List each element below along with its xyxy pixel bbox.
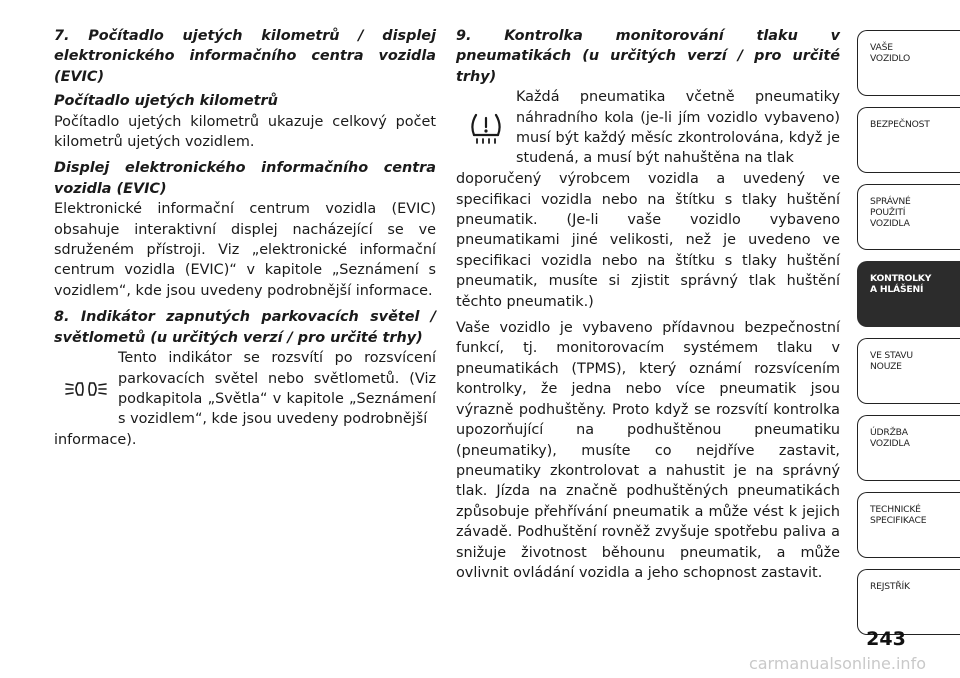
- left-column: [54, 26, 436, 457]
- section-9-body: [456, 87, 840, 169]
- section-8-heading: 8. Indikátor zapnutých parkovacích světel / světlometů (u určitých verzí / pro určité trhy): [54, 309, 436, 346]
- evic-text: Elektronické informační centrum vozidla (EVIC) obsahuje interaktivní displej nacházející se ve sdruženém přístroji. Viz „elektronické informační centrum vozidla (EVIC)“ v kapitole „Seznámení s vozidlem“, kde jsou uvedeny podrobnější informace.: [54, 201, 436, 299]
- tab-bezpecnost[interactable]: BEZPEČNOST: [857, 107, 960, 173]
- chapter-tabs: [857, 30, 960, 650]
- page-number: 243: [866, 628, 906, 650]
- tab-spravne-pouziti[interactable]: SPRÁVNÉ POUŽITÍ VOZIDLA: [857, 184, 960, 250]
- odometer-text: Počítadlo ujetých kilometrů ukazuje celkový počet kilometrů ujetých vozidlem.: [54, 113, 436, 151]
- tab-technicke-specifikace[interactable]: TECHNICKÉ SPECIFIKACE: [857, 492, 960, 558]
- odometer-heading: Počítadlo ujetých kilometrů: [54, 93, 278, 110]
- section-9-text-tail: doporučený výrobcem vozidla a uvedený ve specifikaci vozidla nebo na štítku s tlaky huštění pneumatik. (Je-li vaše vozidlo vybaveno pneumatikami jiné velikosti, než je uvedeno ve specifikaci vozidla nebo na štítku s tlaky huštění pneumatik, musíte si zjistit správný tlak huštění těchto pneumatik.): [456, 171, 840, 310]
- tab-vase-vozidlo[interactable]: VAŠE VOZIDLO: [857, 30, 960, 96]
- tab-udrzba[interactable]: ÚDRŽBA VOZIDLA: [857, 415, 960, 481]
- right-column: [456, 26, 840, 589]
- tire-pressure-warning-icon: [456, 87, 516, 169]
- section-9-heading: 9. Kontrolka monitorování tlaku v pneumatikách (u určitých verzí / pro určité trhy): [456, 28, 840, 85]
- evic-heading: Displej elektronického informačního centra vozidla (EVIC): [54, 160, 436, 197]
- tab-rejstrik[interactable]: REJSTŘÍK: [857, 569, 960, 635]
- tab-kontrolky[interactable]: KONTROLKY A HLÁŠENÍ: [857, 261, 960, 327]
- section-9-text: Každá pneumatika včetně pneumatiky náhradního kola (je-li jím vozidlo vybaveno) musí být každý měsíc zkontrolována, když je studená, a musí být nahuštěna na tlak: [516, 89, 840, 167]
- section-8-text-tail: informace).: [54, 432, 137, 449]
- section-7-heading: 7. Počítadlo ujetých kilometrů / displej elektronického informačního centra vozidla (EVIC): [54, 28, 436, 85]
- tab-ve-stavu-nouze[interactable]: VE STAVU NOUZE: [857, 338, 960, 404]
- section-8-body: [54, 348, 436, 430]
- watermark: carmanualsonline.info: [748, 654, 926, 673]
- tpms-text: Vaše vozidlo je vybaveno přídavnou bezpečnostní funkcí, tj. monitorovacím systémem tlaku v pneumatikách (TPMS), který oznámí rozsvícením kontrolky, že jedna nebo více pneumatik jsou výrazně podhuštěny. Proto když se rozsvítí kontrolka upozorňující na podhuštěnou pneumatiku (pneumatiky), musíte co nejdříve zastavit, pneumatiky zkontrolovat a nahustit je na správný tlak. Jízda na značně podhuštěných pneumatikách způsobuje přehřívání pneumatik a může vést k jejich závadě. Podhuštění rovněž zvyšuje spotřebu paliva a snižuje životnost běhounu pneumatik, a může ovlivnit ovládání vozidla a jeho schopnost zastavit.: [456, 320, 840, 581]
- parking-lights-icon: [54, 348, 118, 430]
- section-8-text: Tento indikátor se rozsvítí po rozsvícení parkovacích světel nebo světlometů. (Viz podkapitola „Světla“ v kapitole „Seznámení s vozidlem“, kde jsou uvedeny podrobnější: [118, 350, 436, 428]
